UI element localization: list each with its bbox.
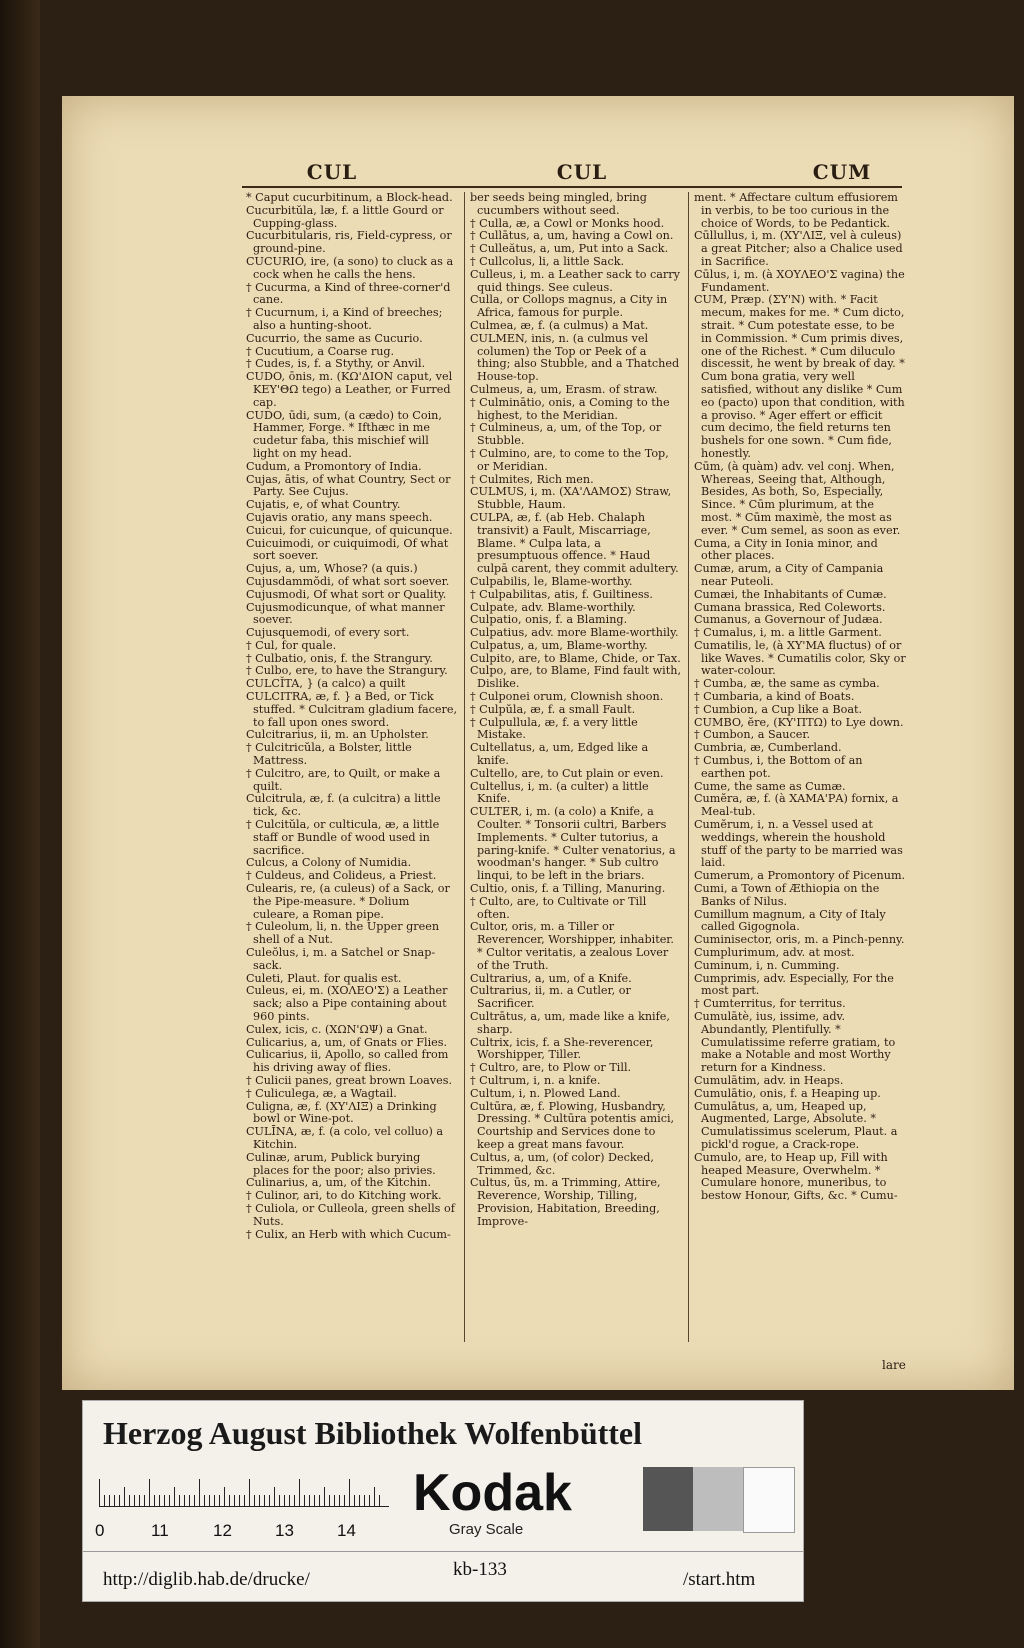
dictionary-entry: CULMEN, inis, n. (a culmus vel columen) the Top or Peek of a thing; also Stubble, and a Thatched House-top. xyxy=(470,331,680,384)
book-spine-edge xyxy=(0,0,40,1648)
gray-patch-light xyxy=(693,1467,743,1531)
ruler-tick xyxy=(164,1495,165,1507)
dictionary-entry: Culmeus, a, um, Erasm. of straw. xyxy=(470,382,658,396)
dictionary-entry: Cultio, onis, f. a Tilling, Manuring. xyxy=(470,882,666,896)
dictionary-entry: Cultrarius, ii, m. a Cutler, or Sacrificer. xyxy=(470,984,631,1011)
kodak-logo: Kodak xyxy=(413,1464,572,1522)
ruler-number: 14 xyxy=(337,1521,356,1540)
dictionary-entry: † Culto, are, to Cultivate or Till often. xyxy=(470,894,647,921)
dictionary-entry: † Culicii panes, great brown Loaves. xyxy=(246,1073,453,1087)
dictionary-entry: Cujusmodi, Of what sort or Quality. xyxy=(246,587,447,601)
ruler-tick xyxy=(279,1495,280,1507)
dictionary-entry: Culpate, adv. Blame-worthily. xyxy=(470,600,636,614)
ruler-tick xyxy=(339,1495,340,1507)
column-divider-2 xyxy=(688,192,689,1342)
dictionary-entry: Cuicui, for cuicunque, of quicunque. xyxy=(246,523,453,537)
ruler-tick xyxy=(199,1479,200,1507)
dictionary-entry: Culcitrarius, ii, m. an Upholster. xyxy=(246,728,429,742)
dictionary-entry: Cultūra, æ, f. Plowing, Husbandry, Dressing. * Cultūra potentis amici, Courtship and Services done to keep a great mans favour. xyxy=(470,1099,675,1151)
dictionary-entry: † Cullātus, a, um, having a Cowl on. xyxy=(470,229,674,243)
dictionary-entry: Culmea, æ, f. (a culmus) a Mat. xyxy=(470,318,649,332)
dictionary-entry: Culpito, are, to Blame, Chide, or Tax. xyxy=(470,651,681,665)
dictionary-entry: Cultrātus, a, um, made like a knife, sharp. xyxy=(470,1010,670,1036)
ruler-tick xyxy=(144,1495,145,1507)
dictionary-entry: CULTER, i, m. (a colo) a Knife, a Coulter. * Tonsorii cultri, Barbers Implements. * Culter tutorius, a paring-knife. * Culter venatorius, a woodman's hanger. * Sub cultro linqui, to be left in the briars. xyxy=(470,805,676,883)
dictionary-entry: Culinæ, arum, Publick burying places for the poor; also privies. xyxy=(246,1150,436,1177)
dictionary-entry: ber seeds being mingled, bring cucumbers without seed. xyxy=(470,192,647,217)
dictionary-entry: Culinarius, a, um, of the Kitchin. xyxy=(246,1176,432,1190)
dictionary-entry: † Cumbaria, a kind of Boats. xyxy=(694,690,855,704)
ruler-tick xyxy=(134,1495,135,1507)
gray-patch-dark xyxy=(643,1467,693,1531)
scan-target-card xyxy=(82,1400,804,1602)
ruler-tick xyxy=(124,1487,125,1507)
ruler-tick xyxy=(319,1495,320,1507)
ruler-tick xyxy=(359,1495,360,1507)
dictionary-entry: Cultellatus, a, um, Edged like a knife. xyxy=(470,741,649,768)
ruler-tick xyxy=(294,1495,295,1507)
running-head-center: CUL xyxy=(556,160,608,184)
dictionary-entry: Cūm, (à quàm) adv. vel conj. When, Whereas, Seeing that, Although, Besides, As both, So, Especially, Since. * Cūm plurimum, at the most. * Cūm maximè, the most as ever. * Cum semel, as soon as ever. xyxy=(694,459,901,537)
dictionary-entry: Cumerum, a Promontory of Picenum. xyxy=(694,869,906,883)
dictionary-entry: † Culiculega, æ, a Wagtail. xyxy=(246,1086,397,1100)
ruler-tick xyxy=(224,1487,225,1507)
dictionary-entry: † Culcitro, are, to Quilt, or make a quilt. xyxy=(246,766,441,793)
ruler-tick xyxy=(254,1495,255,1507)
dictionary-entry: Cumbria, æ, Cumberland. xyxy=(694,741,842,755)
dictionary-entry: † Cultro, are, to Plow or Till. xyxy=(470,1061,632,1075)
catchword: lare xyxy=(882,1358,906,1372)
dictionary-entry: † Cumbon, a Saucer. xyxy=(694,728,811,742)
ruler-tick xyxy=(324,1487,325,1507)
dictionary-entry: Cuminum, i, n. Cumming. xyxy=(694,958,840,972)
dictionary-entry: Cultrix, icis, f. a She-reverencer, Worshipper, Tiller. xyxy=(470,1035,654,1062)
dictionary-entry: † Culla, æ, a Cowl or Monks hood. xyxy=(470,216,665,230)
column-left xyxy=(246,192,458,1352)
ruler-tick xyxy=(174,1487,175,1507)
ruler-tick xyxy=(219,1495,220,1507)
dictionary-entry: Culicarius, ii, Apollo, so called from his driving away of flies. xyxy=(246,1048,449,1075)
dictionary-entry: CUM, Præp. (ΣΥ'Ν) with. * Facit mecum, makes for me. * Cum dicto, strait. * Cum potestate esse, to be in Commission. * Cum primis dives, one of the Richest. * Cum diluculo discessit, he went by break of day. * Cum bona gratia, very well satisfied, without any dislike * Cum eo (pacto) upon that condition, with a proviso. * Ager effert or efficit cum decimo, the field returns ten bushels for one sown. * Cum fide, honestly. xyxy=(694,293,905,460)
dictionary-entry: † Culpŭla, æ, f. a small Fault. xyxy=(470,702,636,716)
dictionary-entry: Cucurrio, the same as Cucurio. xyxy=(246,331,423,345)
ruler-tick xyxy=(109,1495,110,1507)
dictionary-entry: Cujusmodicunque, of what manner soever. xyxy=(246,600,445,627)
ruler-tick xyxy=(284,1495,285,1507)
dictionary-entry: Cume, the same as Cumæ. xyxy=(694,779,846,793)
ruler-tick xyxy=(334,1495,335,1507)
source-url-base: http://diglib.hab.de/drucke/ xyxy=(103,1569,310,1590)
dictionary-entry: Culla, or Collops magnus, a City in Africa, famous for purple. xyxy=(470,293,668,320)
dictionary-entry: CUDO, ūdi, sum, (a cædo) to Coin, Hammer, Forge. * Ifthæc in me cudetur faba, this mischief will light on my head. xyxy=(246,408,442,460)
dictionary-entry: † Culpullula, æ, f. a very little Mistake. xyxy=(470,715,638,742)
dictionary-entry: Culpabilis, le, Blame-worthy. xyxy=(470,574,633,588)
dictionary-entry: Culpatius, adv. more Blame-worthily. xyxy=(470,626,679,640)
ruler-tick xyxy=(249,1479,250,1507)
dictionary-entry: Cujusdammŏdi, of what sort soever. xyxy=(246,574,450,588)
dictionary-entry: † Cucurma, a Kind of three-corner'd cane. xyxy=(246,280,451,307)
head-rule xyxy=(242,186,902,188)
ruler-tick xyxy=(354,1495,355,1507)
ruler-number: 0 xyxy=(95,1521,105,1540)
dictionary-entry: † Cumterritus, for territus. xyxy=(694,997,846,1011)
dictionary-entry: † Culminātio, onis, a Coming to the highest, to the Meridian. xyxy=(470,395,670,422)
dictionary-entry: † Culpabilitas, atis, f. Guiltiness. xyxy=(470,587,653,601)
dictionary-entry: Cultor, oris, m. a Tiller or Reverencer, Worshipper, inhabiter. * Cultor veritatis, a zealous Lover of the Truth. xyxy=(470,920,674,972)
ruler-tick xyxy=(269,1495,270,1507)
ruler-tick xyxy=(239,1495,240,1507)
dictionary-entry: † Cumbus, i, the Bottom of an earthen pot. xyxy=(694,754,863,780)
ruler-tick xyxy=(179,1495,180,1507)
dictionary-entry: Cumanus, a Governour of Judæa. xyxy=(694,613,883,627)
library-title: Herzog August Bibliothek Wolfenbüttel xyxy=(103,1415,643,1451)
dictionary-entry: ment. * Affectare cultum effusiorem in verbis, to be too curious in the choice of Words, to be Pedantick. xyxy=(694,192,898,230)
dictionary-entry: † Culeolum, li, n. the Upper green shell of a Nut. xyxy=(246,920,440,947)
dictionary-page xyxy=(62,96,1014,1390)
ruler-tick xyxy=(314,1495,315,1507)
ruler-tick xyxy=(154,1495,155,1507)
dictionary-entry: Cultus, ūs, m. a Trimming, Attire, Reverence, Worship, Tilling, Provision, Habitation, Breeding, Improve- xyxy=(470,1176,661,1228)
ruler-tick xyxy=(114,1495,115,1507)
dictionary-entry: † Culcitŭla, or culticula, æ, a little staff or Bundle of wood used in sacrifice. xyxy=(246,818,440,857)
dictionary-entry: Culcus, a Colony of Numidia. xyxy=(246,856,412,870)
dictionary-entry: Culeŏlus, i, m. a Satchel or Snap-sack. xyxy=(246,946,436,972)
ruler-tick xyxy=(209,1495,210,1507)
ruler-number: 12 xyxy=(213,1521,232,1540)
dictionary-entry: Cumulātim, adv. in Heaps. xyxy=(694,1073,844,1087)
ruler-tick xyxy=(364,1495,365,1507)
dictionary-entry: * Caput cucurbitinum, a Block-head. xyxy=(246,192,453,204)
dictionary-entry: † Culmites, Rich men. xyxy=(470,472,594,486)
dictionary-entry: Cultello, are, to Cut plain or even. xyxy=(470,766,664,780)
dictionary-entry: CULCĬTA, } (a calco) a quilt xyxy=(246,677,406,691)
running-head xyxy=(242,160,942,186)
ruler-tick xyxy=(329,1495,330,1507)
ruler-tick xyxy=(374,1487,375,1507)
running-head-left: CUL xyxy=(306,160,358,184)
ruler-tick xyxy=(99,1479,100,1507)
ruler-tick xyxy=(299,1479,300,1507)
dictionary-entry: Cucurbitŭla, læ, f. a little Gourd or Cupping-glass. xyxy=(246,203,444,230)
dictionary-entry: Cumi, a Town of Æthiopia on the Banks of Nilus. xyxy=(694,882,880,908)
dictionary-entry: † Cucurnum, i, a Kind of breeches; also a hunting-shoot. xyxy=(246,306,443,332)
dictionary-entry: † Cultrum, i, n. a knife. xyxy=(470,1073,601,1087)
dictionary-entry: Cumulātè, ius, issime, adv. Abundantly, Plentifully. * Cumulatissime referre gratiam, to make a Notable and most Worthy return for a Kindness. xyxy=(694,1010,896,1075)
dictionary-entry: Cumillum magnum, a City of Italy called Gigognola. xyxy=(694,907,886,934)
dictionary-entry: Cūlus, i, m. (à ΧΟΥΛΕΟ'Σ vagina) the Fundament. xyxy=(694,267,905,294)
ruler-tick xyxy=(289,1495,290,1507)
dictionary-entry: † Culinor, ari, to do Kitching work. xyxy=(246,1189,442,1203)
dictionary-entry: Cujavis oratio, any mans speech. xyxy=(246,510,433,524)
dictionary-entry: Cumæ, arum, a City of Campania near Puteoli. xyxy=(694,562,884,588)
dictionary-entry: Culicarius, a, um, of Gnats or Flies. xyxy=(246,1035,448,1049)
dictionary-entry: Culleus, i, m. a Leather sack to carry quid things. See culeus. xyxy=(470,267,680,294)
ruler-tick xyxy=(189,1495,190,1507)
dictionary-entry: Cumulātus, a, um, Heaped up, Augmented, Large, Absolute. * Cumulatissimus scelerum, Plaut. a pickl'd rogue, a Crack-rope. xyxy=(694,1099,898,1151)
ruler-number: 13 xyxy=(275,1521,294,1540)
ruler-tick xyxy=(264,1495,265,1507)
dictionary-entry: Cudum, a Promontory of India. xyxy=(246,459,422,473)
ruler-tick xyxy=(139,1495,140,1507)
dictionary-entry: CUCURIO, ire, (a sono) to cluck as a cock when he calls the hens. xyxy=(246,254,454,281)
dictionary-entry: † Cullcolus, li, a little Sack. xyxy=(470,254,625,268)
dictionary-entry: Cumulātio, onis, f. a Heaping up. xyxy=(694,1086,881,1100)
ruler-tick xyxy=(229,1495,230,1507)
dictionary-entry: Cuminisector, oris, m. a Pinch-penny. xyxy=(694,933,905,947)
ruler-tick xyxy=(259,1495,260,1507)
column-middle xyxy=(470,192,682,1352)
ruler-tick xyxy=(369,1495,370,1507)
dictionary-entry: Culpatio, onis, f. a Blaming. xyxy=(470,613,628,627)
dictionary-entry: Cumulo, are, to Heap up, Fill with heaped Measure, Overwhelm. * Cumulare honore, muneribus, to bestow Honour, Gifts, &c. * Cumu- xyxy=(694,1150,898,1203)
dictionary-entry: Cumĕrum, i, n. a Vessel used at weddings, wherein the houshold stuff of the party to be married was laid. xyxy=(694,818,903,870)
ruler-tick xyxy=(184,1495,185,1507)
ruler-tick xyxy=(119,1495,120,1507)
dictionary-entry: Cumplurimum, adv. at most. xyxy=(694,946,855,960)
grayscale-label: Gray Scale xyxy=(449,1521,524,1538)
ruler-tick xyxy=(214,1495,215,1507)
ruler-tick xyxy=(349,1479,350,1507)
dictionary-entry: Cucurbitularis, ris, Field-cypress, or ground-pine. xyxy=(246,229,452,256)
dictionary-entry: CULCITRA, æ, f. } a Bed, or Tick stuffed. * Culcitram gladium facere, to fall upon ones sword. xyxy=(246,690,458,729)
ruler-tick xyxy=(169,1495,170,1507)
dictionary-entry: † Culcitricŭla, a Bolster, little Mattress. xyxy=(246,741,412,768)
dictionary-entry: CULMUS, i, m. (ΧΑ'ΛΑΜΟΣ) Straw, Stubble, Haum. xyxy=(470,485,672,512)
dictionary-entry: Culeus, ei, m. (ΧΟΛΕΟ'Σ) a Leather sack; also a Pipe containing about 960 pints. xyxy=(246,984,448,1023)
dictionary-entry: † Cumba, æ, the same as cymba. xyxy=(694,677,880,691)
dictionary-entry: CULĪNA, æ, f. (a colo, vel colluo) a Kitchin. xyxy=(246,1125,444,1151)
ruler-tick xyxy=(304,1495,305,1507)
dictionary-entry: CUMBO, ĕre, (ΚΥ'ΠΤΩ) to Lye down. xyxy=(694,715,904,729)
ruler-tick xyxy=(129,1495,130,1507)
ruler-tick xyxy=(204,1495,205,1507)
ruler-tick xyxy=(104,1495,105,1507)
dictionary-entry: Cūllullus, i, m. (ΧΥ'ΛΙΞ, vel à culeus) a great Pitcher; also a Chalice used in Sacrifice. xyxy=(694,229,903,268)
ruler-tick xyxy=(379,1495,380,1507)
dictionary-entry: † Culiola, or Culleola, green shells of Nuts. xyxy=(246,1201,455,1228)
dictionary-entry: Cultrarius, a, um, of a Knife. xyxy=(470,971,632,985)
dictionary-entry: † Culmino, are, to come to the Top, or Meridian. xyxy=(470,446,669,473)
ruler-tick xyxy=(149,1479,150,1507)
ruler-tick xyxy=(159,1495,160,1507)
dictionary-entry: † Culix, an Herb with which Cucum- xyxy=(246,1227,451,1241)
dictionary-entry: Cultus, a, um, (of color) Decked, Trimmed, &c. xyxy=(470,1150,654,1177)
dictionary-entry: Cumæi, the Inhabitants of Cumæ. xyxy=(694,587,887,601)
source-url-suffix: /start.htm xyxy=(683,1569,756,1590)
ruler-tick xyxy=(234,1495,235,1507)
scale-ruler xyxy=(99,1477,389,1507)
dictionary-entry: CULPA, æ, f. (ab Heb. Chalaph transivit) a Fault, Miscarriage, Blame. * Culpa lata, a presumptuous offence. * Haud culpā carent, they commit adultery. xyxy=(470,510,679,576)
dictionary-entry: Cultum, i, n. Plowed Land. xyxy=(470,1086,621,1100)
dictionary-entry: Culeti, Plaut. for qualis est. xyxy=(246,971,402,985)
dictionary-entry: Cumatilis, le, (à ΧΥ'ΜΑ fluctus) of or like Waves. * Cumatilis color, Sky or water-colour. xyxy=(694,638,906,678)
dictionary-entry: Culpo, are, to Blame, Find fault with, Dislike. xyxy=(470,664,682,691)
dictionary-entry: † Culbatio, onis, f. the Strangury. xyxy=(246,651,433,665)
ruler-tick xyxy=(244,1495,245,1507)
dictionary-entry: Cuma, a City in Ionia minor, and other places. xyxy=(694,536,878,563)
dictionary-entry: † Cumbion, a Cup like a Boat. xyxy=(694,702,863,716)
running-head-right: CUM xyxy=(812,160,872,184)
ruler-number: 11 xyxy=(151,1521,169,1540)
shelf-code: kb-133 xyxy=(453,1559,507,1580)
ruler-tick xyxy=(309,1495,310,1507)
dictionary-entry: Culearis, re, (a culeus) of a Sack, or the Pipe-measure. * Dolium culeare, a Roman pipe. xyxy=(246,882,450,921)
ruler-tick xyxy=(194,1495,195,1507)
dictionary-entry: Culcitrula, æ, f. (a culcitra) a little tick, &c. xyxy=(246,792,441,819)
dictionary-entry: Culigna, æ, f. (ΧΥ'ΛΙΞ) a Drinking bowl or Wine-pot. xyxy=(246,1099,437,1126)
gray-patch-white xyxy=(743,1467,795,1533)
column-divider-1 xyxy=(464,192,465,1342)
dictionary-entry: † Culdeus, and Colideus, a Priest. xyxy=(246,869,437,883)
dictionary-entry: Cuicuimodi, or cuiquimodi, Of what sort soever. xyxy=(246,536,449,563)
dictionary-entry: † Cucutium, a Coarse rug. xyxy=(246,344,395,358)
ruler-tick xyxy=(344,1495,345,1507)
dictionary-entry: † Cumalus, i, m. a little Garment. xyxy=(694,626,882,640)
dictionary-entry: Cujas, ātis, of what Country, Sect or Party. See Cujus. xyxy=(246,472,451,499)
dictionary-entry: Cultellus, i, m. (a culter) a little Knife. xyxy=(470,779,649,806)
dictionary-entry: † Culleătus, a, um, Put into a Sack. xyxy=(470,242,669,256)
column-right xyxy=(694,192,906,1352)
dictionary-entry: Culpatus, a, um, Blame-worthy. xyxy=(470,638,648,652)
dictionary-entry: Cumprimis, adv. Especially, For the most part. xyxy=(694,971,894,998)
dictionary-entry: CUDO, ōnis, m. (ΚΩ'ΔΙΟΝ caput, vel ΚΕΥ'ΘΩ tego) a Leather, or Furred cap. xyxy=(246,370,453,409)
dictionary-entry: † Cul, for quale. xyxy=(246,638,337,652)
dictionary-entry: Cumĕra, æ, f. (à ΧΑΜΑ'ΡΑ) fornix, a Meal-tub. xyxy=(694,792,899,819)
target-separator xyxy=(83,1551,803,1552)
ruler-tick xyxy=(274,1487,275,1507)
dictionary-entry: Cujatis, e, of what Country. xyxy=(246,498,401,512)
dictionary-entry: † Culmineus, a, um, of the Top, or Stubble. xyxy=(470,421,662,448)
dictionary-entry: Culex, icis, c. (ΧΩΝ'ΩΨ) a Gnat. xyxy=(246,1022,428,1036)
dictionary-entry: Cujus, a, um, Whose? (a quis.) xyxy=(246,562,418,576)
dictionary-entry: † Cudes, is, f. a Stythy, or Anvil. xyxy=(246,357,426,371)
dictionary-entry: Cumana brassica, Red Coleworts. xyxy=(694,600,886,614)
dictionary-entry: † Culponei orum, Clownish shoon. xyxy=(470,690,664,704)
dictionary-entry: † Culbo, ere, to have the Strangury. xyxy=(246,664,448,678)
dictionary-entry: Cujusquemodi, of every sort. xyxy=(246,626,410,640)
